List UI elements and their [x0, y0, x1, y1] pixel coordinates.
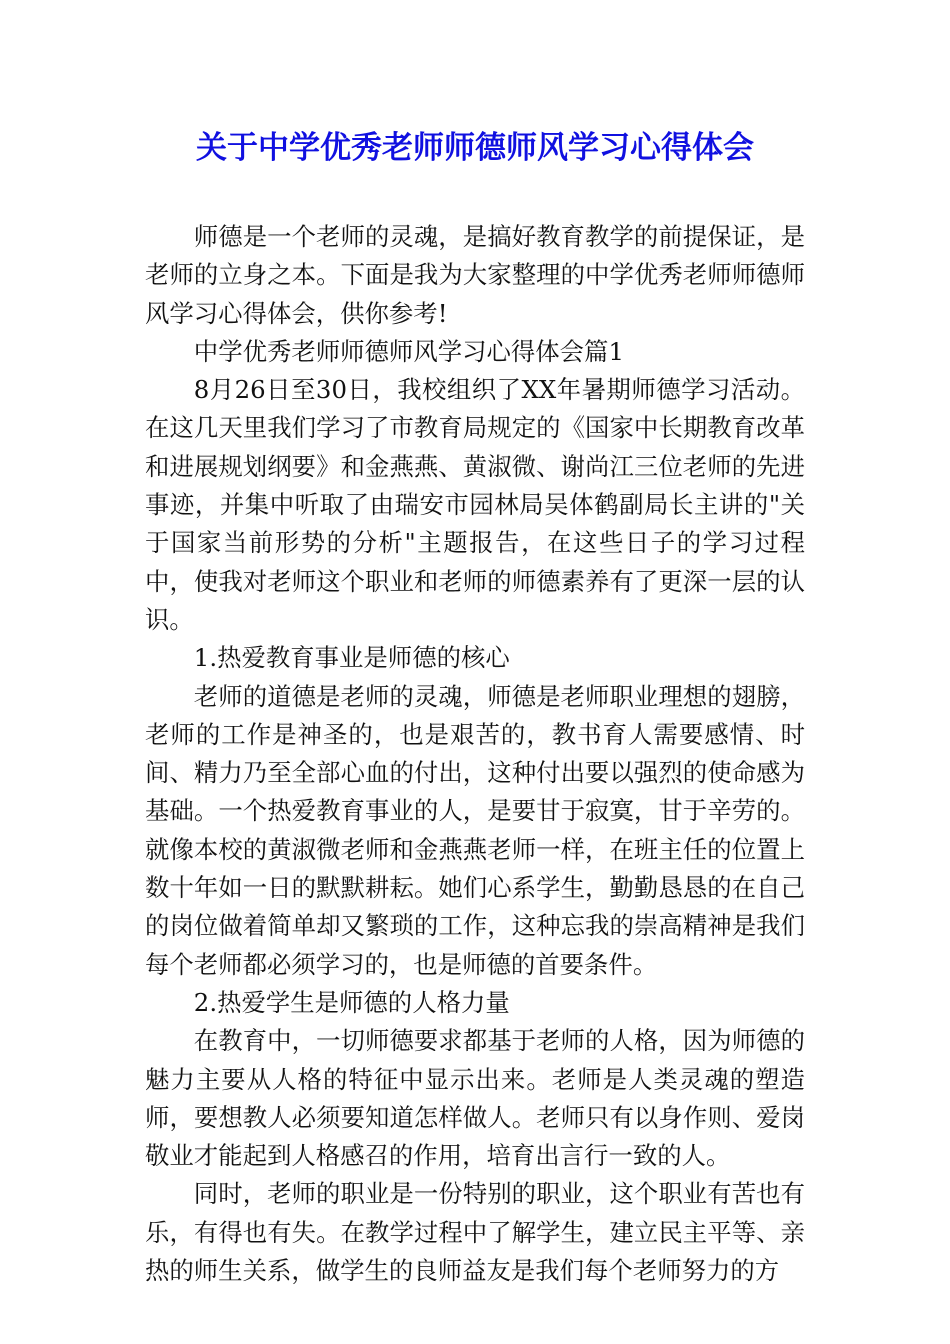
paragraph-point-1-body: 老师的道德是老师的灵魂，师德是老师职业理想的翅膀，老师的工作是神圣的，也是艰苦的，教书育人需要感情、时间、精力乃至全部心血的付出，这种付出要以强烈的使命感为基础。一个热爱教育事业的人，是要甘于寂寞，甘于辛劳的。就像本校的黄淑微老师和金燕燕老师一样，在班主任的位置上数十年如一日的默默耕耘。她们心系学生，勤勤恳恳的在自己的岗位做着简单却又繁琐的工作，这种忘我的崇高精神是我们每个老师都必须学习的，也是师德的首要条件。	[145, 681, 805, 979]
paragraph-activity: 8月26日至30日，我校组织了XX年暑期师德学习活动。在这几天里我们学习了市教育局规定的《国家中长期教育改革和进展规划纲要》和金燕燕、黄淑微、谢尚江三位老师的先进事迹，并集中听取了由瑞安市园林局吴体鹤副局长主讲的"关于国家当前形势的分析"主题报告，在这些日子的学习过程中，使我对老师这个职业和老师的师德素养有了更深一层的认识。	[145, 375, 805, 634]
paragraph-point-2-heading: 2.热爱学生是师德的人格力量	[193, 987, 510, 1017]
paragraph-continuation: 同时，老师的职业是一份特别的职业，这个职业有苦也有乐，有得也有失。在教学过程中了解学生，建立民主平等、亲热的师生关系，做学生的良师益友是我们每个老师努力的方	[145, 1179, 805, 1286]
document-title: 关于中学优秀老师师德师风学习心得体会	[196, 130, 754, 166]
paragraph-intro: 师德是一个老师的灵魂，是搞好教育教学的前提保证，是老师的立身之本。下面是我为大家整理的中学优秀老师师德师风学习心得体会，供你参考!	[145, 222, 805, 328]
document-body	[145, 218, 805, 1290]
paragraph-point-2-body: 在教育中，一切师德要求都基于老师的人格，因为师德的魅力主要从人格的特征中显示出来。老师是人类灵魂的塑造师，要想教人必须要知道怎样做人。老师只有以身作则、爱岗敬业才能起到人格感召的作用，培育出言行一致的人。	[145, 1026, 805, 1171]
paragraph-section-heading: 中学优秀老师师德师风学习心得体会篇1	[193, 336, 624, 366]
paragraph-point-1-heading: 1.热爱教育事业是师德的核心	[193, 643, 510, 673]
